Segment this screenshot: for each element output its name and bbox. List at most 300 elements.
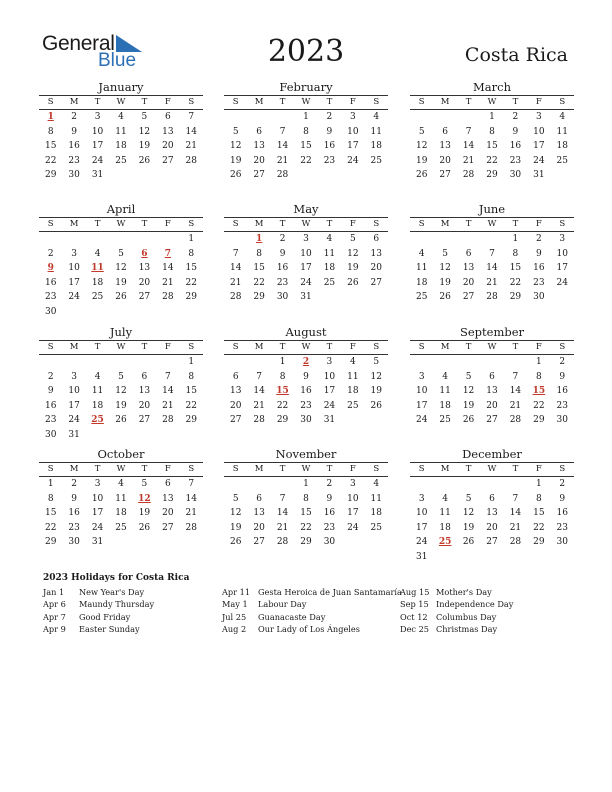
weekday-label: F — [349, 464, 356, 474]
day-cell: 26 — [462, 537, 475, 548]
day-cell: 18 — [439, 400, 451, 411]
day-cell: 4 — [559, 112, 566, 122]
blank-day-cell — [109, 232, 132, 247]
blank-day-cell — [457, 232, 480, 247]
day-cell: 29 — [533, 537, 545, 548]
day-cell: 5 — [442, 248, 448, 259]
weekday-label: T — [94, 464, 101, 474]
holiday-date: Sep 15 — [400, 599, 429, 610]
day-cell: 10 — [415, 508, 428, 519]
day-cell: 21 — [486, 277, 498, 288]
day-cell: 19 — [229, 155, 242, 166]
weekday-label: M — [69, 464, 79, 474]
day-cell: 14 — [509, 386, 522, 397]
month-february — [224, 80, 388, 183]
day-cell: 16 — [556, 508, 568, 519]
day-cell: 27 — [229, 415, 242, 426]
blank-day-cell — [156, 232, 179, 247]
blank-day-cell — [247, 355, 270, 370]
day-cell: 13 — [162, 493, 174, 504]
day-cell: 23 — [44, 415, 57, 426]
month-november — [224, 447, 388, 550]
day-cell: 16 — [68, 141, 80, 152]
day-cell: 10 — [300, 248, 312, 259]
day-cell: 21 — [253, 400, 265, 411]
weekday-label: F — [535, 219, 542, 229]
day-cell: 3 — [94, 112, 101, 122]
weekday-header — [39, 218, 203, 232]
blank-day-cell — [504, 477, 527, 492]
day-cell: 30 — [276, 292, 289, 303]
holiday-date: Apr 7 — [43, 611, 66, 622]
day-cell: 11 — [439, 386, 451, 397]
day-cell: 1 — [535, 479, 542, 489]
weekday-label: T — [465, 97, 472, 107]
day-cell: 21 — [162, 277, 174, 288]
day-cell: 8 — [47, 126, 54, 137]
day-cell: 25 — [115, 155, 127, 166]
month-may — [224, 202, 388, 305]
blank-day-cell — [109, 355, 132, 370]
day-cell: 12 — [462, 508, 475, 519]
weekday-label: T — [279, 342, 286, 352]
day-cell: 22 — [300, 155, 312, 166]
weekday-label: S — [47, 464, 54, 474]
blank-day-cell — [410, 110, 433, 125]
holiday-entry — [222, 586, 402, 598]
day-cell: 20 — [253, 155, 265, 166]
holiday-date: Oct 12 — [400, 611, 428, 622]
day-cell: 13 — [370, 248, 382, 259]
day-grid — [224, 477, 388, 550]
blank-day-cell — [62, 355, 85, 370]
day-cell: 20 — [138, 277, 151, 288]
day-cell: 12 — [347, 248, 359, 259]
day-cell: 3 — [303, 234, 309, 244]
holiday-day-cell: 25 — [438, 537, 452, 548]
day-cell: 4 — [94, 371, 101, 382]
day-cell: 15 — [44, 508, 57, 519]
day-cell: 28 — [276, 537, 289, 548]
day-cell: 10 — [91, 126, 104, 137]
day-cell: 7 — [188, 112, 195, 122]
day-cell: 6 — [256, 493, 262, 504]
day-cell: 26 — [115, 415, 127, 426]
weekday-label: M — [440, 97, 450, 107]
day-cell: 23 — [556, 522, 568, 533]
blank-day-cell — [133, 355, 156, 370]
blank-day-cell — [224, 355, 247, 370]
holiday-date: Dec 25 — [400, 624, 430, 635]
day-cell: 5 — [118, 371, 124, 382]
day-cell: 13 — [162, 126, 174, 137]
holiday-name: Easter Sunday — [79, 624, 140, 635]
day-cell: 18 — [323, 263, 336, 274]
day-cell: 14 — [185, 126, 197, 137]
holiday-entry — [222, 623, 402, 635]
day-cell: 26 — [229, 170, 242, 181]
blank-day-cell — [433, 110, 456, 125]
day-cell: 8 — [512, 248, 519, 259]
month-july — [39, 325, 203, 443]
day-cell: 16 — [44, 277, 57, 288]
weekday-header — [410, 463, 574, 477]
day-cell: 7 — [279, 493, 286, 504]
weekday-label: M — [69, 342, 79, 352]
day-cell: 31 — [91, 537, 104, 548]
day-cell: 26 — [138, 522, 151, 533]
holiday-name: Independence Day — [436, 599, 514, 610]
day-cell: 6 — [256, 126, 262, 137]
day-cell: 18 — [91, 400, 104, 411]
day-cell: 15 — [185, 386, 197, 397]
day-cell: 28 — [486, 292, 498, 303]
day-cell: 27 — [486, 415, 498, 426]
day-cell: 6 — [164, 479, 171, 489]
holiday-name: Columbus Day — [436, 611, 497, 622]
day-cell: 30 — [556, 537, 568, 548]
holiday-entry — [43, 623, 154, 635]
day-cell: 3 — [349, 112, 356, 122]
day-cell: 4 — [118, 479, 124, 489]
day-cell: 16 — [533, 263, 545, 274]
day-cell: 26 — [347, 277, 359, 288]
day-cell: 22 — [486, 155, 498, 166]
day-cell: 1 — [535, 357, 542, 367]
day-cell: 24 — [347, 155, 359, 166]
day-cell: 25 — [415, 292, 428, 303]
day-cell: 29 — [509, 292, 522, 303]
logo-text-general: General — [42, 32, 115, 55]
day-cell: 19 — [115, 400, 127, 411]
day-cell: 5 — [465, 493, 472, 504]
day-grid — [410, 232, 574, 305]
day-cell: 11 — [91, 386, 104, 397]
weekday-label: F — [535, 464, 542, 474]
weekday-header — [39, 96, 203, 110]
day-cell: 26 — [439, 292, 451, 303]
month-january — [39, 80, 203, 183]
day-cell: 27 — [253, 170, 265, 181]
weekday-label: T — [465, 464, 472, 474]
day-cell: 18 — [556, 141, 568, 152]
day-cell: 17 — [91, 508, 104, 519]
day-cell: 14 — [162, 263, 174, 274]
blank-day-cell — [433, 232, 456, 247]
weekday-header — [410, 218, 574, 232]
day-cell: 20 — [486, 522, 498, 533]
weekday-label: T — [465, 219, 472, 229]
day-cell: 12 — [115, 386, 127, 397]
day-cell: 25 — [370, 155, 382, 166]
month-title: December — [410, 447, 574, 463]
day-cell: 7 — [512, 371, 519, 382]
weekday-label: M — [440, 219, 450, 229]
day-cell: 3 — [71, 371, 77, 382]
month-title: June — [410, 202, 574, 218]
day-cell: 15 — [44, 141, 57, 152]
day-cell: 13 — [138, 386, 151, 397]
blank-day-cell — [433, 477, 456, 492]
day-cell: 9 — [326, 493, 333, 504]
day-cell: 18 — [439, 522, 451, 533]
day-cell: 16 — [44, 400, 57, 411]
blank-day-cell — [247, 477, 270, 492]
blank-day-cell — [271, 110, 294, 125]
day-cell: 21 — [185, 141, 197, 152]
day-cell: 20 — [162, 508, 174, 519]
weekday-label: W — [301, 97, 311, 107]
weekday-label: S — [559, 97, 566, 107]
day-cell: 23 — [323, 522, 336, 533]
day-cell: 7 — [512, 493, 519, 504]
day-cell: 12 — [115, 263, 127, 274]
blank-day-cell — [480, 232, 503, 247]
day-cell: 18 — [370, 508, 382, 519]
day-cell: 23 — [68, 155, 80, 166]
day-cell: 1 — [188, 357, 195, 367]
day-cell: 3 — [559, 234, 566, 244]
holiday-day-cell: 15 — [532, 386, 546, 397]
day-cell: 10 — [68, 263, 80, 274]
day-cell: 16 — [323, 141, 336, 152]
day-cell: 22 — [533, 400, 545, 411]
holiday-date: Jul 25 — [222, 611, 247, 622]
day-cell: 19 — [347, 263, 359, 274]
day-cell: 6 — [442, 126, 448, 137]
weekday-label: T — [512, 219, 519, 229]
blank-day-cell — [247, 110, 270, 125]
holiday-date: Aug 15 — [400, 587, 430, 597]
day-cell: 14 — [276, 508, 289, 519]
weekday-label: T — [326, 219, 333, 229]
day-cell: 24 — [323, 400, 336, 411]
day-cell: 8 — [47, 493, 54, 504]
day-cell: 11 — [115, 126, 127, 137]
blank-day-cell — [39, 232, 62, 247]
blank-day-cell — [457, 110, 480, 125]
day-cell: 18 — [115, 508, 127, 519]
day-grid — [39, 477, 203, 550]
day-cell: 19 — [370, 386, 382, 397]
day-cell: 3 — [326, 357, 333, 367]
day-cell: 15 — [300, 508, 312, 519]
weekday-label: W — [487, 219, 497, 229]
day-cell: 29 — [276, 415, 289, 426]
day-cell: 17 — [533, 141, 545, 152]
day-cell: 30 — [68, 170, 80, 181]
day-cell: 27 — [162, 155, 174, 166]
day-cell: 23 — [533, 277, 545, 288]
holiday-date: May 1 — [222, 599, 248, 610]
month-title: September — [410, 325, 574, 341]
day-cell: 24 — [68, 415, 80, 426]
month-title: November — [224, 447, 388, 463]
weekday-label: S — [559, 342, 566, 352]
day-cell: 7 — [232, 248, 239, 259]
day-cell: 29 — [300, 537, 312, 548]
day-cell: 28 — [276, 170, 289, 181]
weekday-label: M — [69, 97, 79, 107]
day-cell: 1 — [47, 479, 54, 489]
blank-day-cell — [433, 355, 456, 370]
day-cell: 11 — [370, 126, 382, 137]
holiday-entry — [43, 611, 154, 623]
weekday-header — [39, 341, 203, 355]
holiday-day-cell: 15 — [276, 386, 289, 397]
day-cell: 13 — [486, 508, 498, 519]
day-cell: 13 — [138, 263, 151, 274]
day-cell: 11 — [347, 371, 359, 382]
day-cell: 1 — [489, 112, 495, 122]
weekday-label: T — [326, 342, 333, 352]
day-cell: 20 — [486, 400, 498, 411]
day-cell: 12 — [370, 371, 382, 382]
day-cell: 26 — [462, 415, 475, 426]
day-cell: 8 — [279, 371, 286, 382]
weekday-label: S — [188, 219, 195, 229]
day-cell: 8 — [535, 493, 542, 504]
holidays-column — [400, 586, 513, 636]
day-cell: 29 — [44, 170, 57, 181]
weekday-label: W — [116, 464, 126, 474]
weekday-label: M — [254, 219, 264, 229]
day-cell: 27 — [138, 415, 151, 426]
day-cell: 8 — [535, 371, 542, 382]
blank-day-cell — [62, 232, 85, 247]
day-cell: 30 — [300, 415, 312, 426]
day-cell: 4 — [373, 112, 380, 122]
weekday-label: S — [47, 219, 54, 229]
holiday-name: Guanacaste Day — [258, 611, 326, 622]
day-cell: 19 — [138, 508, 151, 519]
day-cell: 19 — [415, 155, 428, 166]
day-cell: 24 — [68, 292, 80, 303]
day-cell: 17 — [347, 508, 359, 519]
day-cell: 18 — [415, 277, 428, 288]
day-cell: 2 — [326, 479, 333, 489]
day-cell: 29 — [486, 170, 498, 181]
month-march — [410, 80, 574, 183]
month-title: April — [39, 202, 203, 218]
holidays-column — [43, 586, 154, 636]
holiday-entry — [222, 611, 402, 623]
weekday-header — [224, 218, 388, 232]
day-cell: 13 — [229, 386, 242, 397]
day-cell: 2 — [47, 371, 54, 382]
day-cell: 31 — [68, 429, 80, 440]
holiday-date: Apr 11 — [222, 587, 251, 597]
weekday-label: S — [418, 97, 425, 107]
day-cell: 26 — [415, 170, 428, 181]
day-cell: 6 — [373, 234, 380, 244]
weekday-label: M — [440, 464, 450, 474]
day-cell: 17 — [347, 141, 359, 152]
day-cell: 4 — [442, 493, 448, 504]
weekday-label: W — [116, 342, 126, 352]
month-title: January — [39, 80, 203, 96]
weekday-label: S — [418, 219, 425, 229]
day-cell: 20 — [439, 155, 451, 166]
day-cell: 3 — [418, 371, 425, 382]
day-cell: 13 — [253, 508, 265, 519]
weekday-label: M — [254, 464, 264, 474]
day-cell: 27 — [253, 537, 265, 548]
day-cell: 28 — [509, 537, 522, 548]
day-cell: 6 — [465, 248, 472, 259]
day-cell: 24 — [415, 537, 428, 548]
day-cell: 16 — [556, 386, 568, 397]
day-cell: 6 — [232, 371, 239, 382]
day-cell: 11 — [415, 263, 428, 274]
day-cell: 5 — [349, 234, 356, 244]
holiday-day-cell: 9 — [47, 263, 54, 274]
weekday-label: W — [487, 464, 497, 474]
blank-day-cell — [86, 355, 109, 370]
month-december — [410, 447, 574, 565]
weekday-label: F — [164, 342, 171, 352]
day-cell: 14 — [276, 141, 289, 152]
day-cell: 30 — [68, 537, 80, 548]
day-cell: 1 — [303, 479, 309, 489]
day-cell: 20 — [229, 400, 242, 411]
day-cell: 8 — [188, 371, 195, 382]
weekday-label: W — [487, 97, 497, 107]
holiday-name: Good Friday — [79, 611, 131, 622]
day-cell: 7 — [256, 371, 262, 382]
day-cell: 21 — [229, 277, 242, 288]
day-cell: 22 — [276, 400, 289, 411]
day-cell: 23 — [276, 277, 289, 288]
day-cell: 21 — [462, 155, 475, 166]
day-cell: 19 — [138, 141, 151, 152]
day-cell: 27 — [370, 277, 382, 288]
day-cell: 3 — [349, 479, 356, 489]
day-cell: 12 — [415, 141, 428, 152]
day-cell: 4 — [118, 112, 124, 122]
day-cell: 22 — [44, 522, 57, 533]
day-cell: 6 — [489, 493, 495, 504]
weekday-header — [224, 463, 388, 477]
day-cell: 18 — [115, 141, 127, 152]
day-cell: 28 — [253, 415, 265, 426]
day-cell: 25 — [556, 155, 568, 166]
day-cell: 23 — [68, 522, 80, 533]
day-cell: 28 — [162, 415, 174, 426]
day-cell: 5 — [373, 357, 380, 367]
weekday-header — [224, 96, 388, 110]
day-cell: 17 — [91, 141, 104, 152]
day-cell: 27 — [439, 170, 451, 181]
day-cell: 4 — [326, 234, 333, 244]
day-cell: 27 — [138, 292, 151, 303]
day-cell: 15 — [486, 141, 498, 152]
weekday-label: T — [465, 342, 472, 352]
weekday-label: S — [559, 464, 566, 474]
month-april — [39, 202, 203, 320]
holiday-day-cell: 7 — [164, 248, 171, 259]
day-cell: 10 — [533, 126, 545, 137]
weekday-header — [410, 341, 574, 355]
day-cell: 10 — [347, 493, 359, 504]
day-cell: 11 — [556, 126, 568, 137]
day-cell: 5 — [141, 479, 148, 489]
day-cell: 17 — [323, 386, 336, 397]
day-cell: 25 — [115, 522, 127, 533]
weekday-label: F — [164, 97, 171, 107]
day-grid — [410, 110, 574, 183]
weekday-label: S — [188, 342, 195, 352]
